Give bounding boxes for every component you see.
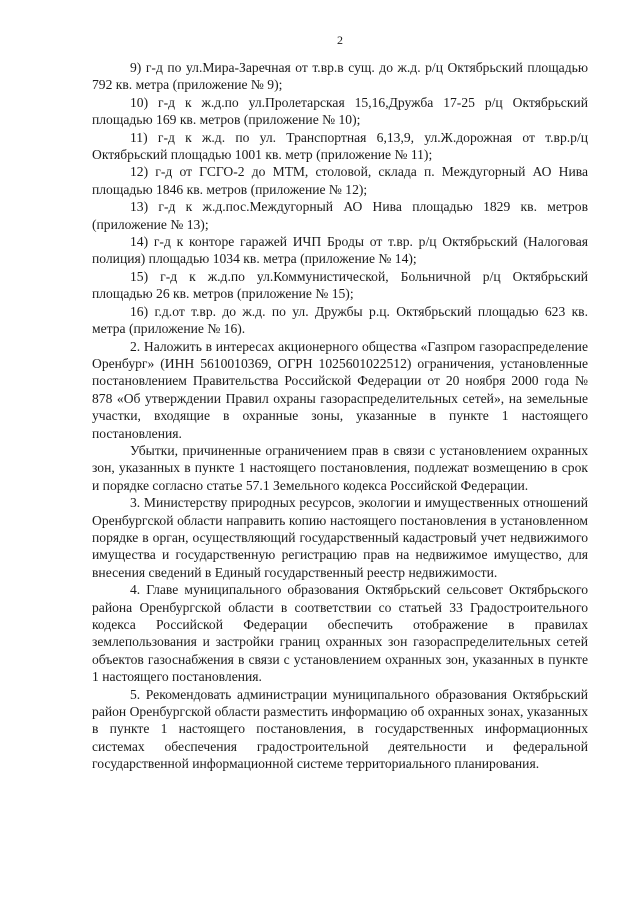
paragraph-item-14: 14) г-д к конторе гаражей ИЧП Броды от т.вр. р/ц Октябрьский (Налоговая полиция) площадью 1034 кв. метра (приложение № 14); <box>92 234 588 267</box>
paragraph-item-16: 16) г.д.от т.вр. до ж.д. по ул. Дружбы р.ц. Октябрьский площадью 623 кв. метра (приложение № 16). <box>92 303 588 337</box>
page-number: 2 <box>337 33 343 47</box>
paragraph-clause-2: 2. Наложить в интересах акционерного общества «Газпром газораспределение Оренбург» (ИНН 5610010369, ОГРН 1025601022512) ограничения, установленные постановлением Правительства Российской Федерации от 20 ноября 2000 года № 878 «Об утверждении Правил охраны газораспределительных сетей», на земельные участки, входящие в охранные зоны, указанные в пункте 1 настоящего постановления. <box>92 338 588 441</box>
paragraph-item-11: 11) г-д к ж.д. по ул. Транспортная 6,13,9, ул.Ж.дорожная от т.вр.р/ц Октябрьский площадью 1001 кв. метр (приложение № 11); <box>92 129 588 163</box>
paragraph-clause-3: 3. Министерству природных ресурсов, экологии и имущественных отношений Оренбургской области направить копию настоящего постановления в установленном порядке в орган, осуществляющий государственный кадастровый учет недвижимого имущества и государственную регистрацию прав на недвижимое имущество, для внесения сведений в Единый государственный реестр недвижимости. <box>92 495 588 580</box>
paragraph-clause-4: 4. Главе муниципального образования Октябрьский сельсовет Октябрьского района Оренбургской области в соответствии со статьей 33 Градостроительного кодекса Российской Федерации обеспечить отображение в правилах землепользования и застройки границ охранных зон газораспределительных сетей объектов газоснабжения в связи с установлением охранных зон, указанных в пункте 1 настоящего постановления. <box>92 582 588 685</box>
paragraph-item-12: 12) г-д от ГСГО-2 до МТМ, столовой, склада п. Междугорный АО Нива площадью 1846 кв. метров (приложение № 12); <box>92 164 588 197</box>
paragraph-losses: Убытки, причиненные ограничением прав в связи с установлением охранных зон, указанных в пункте 1 настоящего постановления, подлежат возмещению в срок и порядке согласно статье 57.1 Земельного кодекса Российской Федерации. <box>92 442 588 493</box>
paragraph-clause-5: 5. Рекомендовать администрации муниципального образования Октябрьский район Оренбургской области разместить информацию об охранных зонах, указанных в пункте 1 настоящего постановления, в государственных информационных системах обеспечения градостроительной деятельности и федеральной государственной информационной системе территориального планирования. <box>92 686 588 772</box>
paragraph-item-13: 13) г-д к ж.д.пос.Междугорный АО Нива площадью 1829 кв. метров (приложение № 13); <box>92 199 588 232</box>
paragraph-item-10: 10) г-д к ж.д.по ул.Пролетарская 15,16,Дружба 17-25 р/ц Октябрьский площадью 169 кв. метров (приложение № 10); <box>92 94 588 128</box>
paragraph-item-9: 9) г-д по ул.Мира-Заречная от т.вр.в сущ. до ж.д. р/ц Октябрьский площадью 792 кв. метра (приложение № 9); <box>92 60 588 93</box>
paragraph-item-15: 15) г-д к ж.д.по ул.Коммунистической, Больничной р/ц Октябрьский площадью 26 кв. метров (приложение № 15); <box>92 268 588 302</box>
